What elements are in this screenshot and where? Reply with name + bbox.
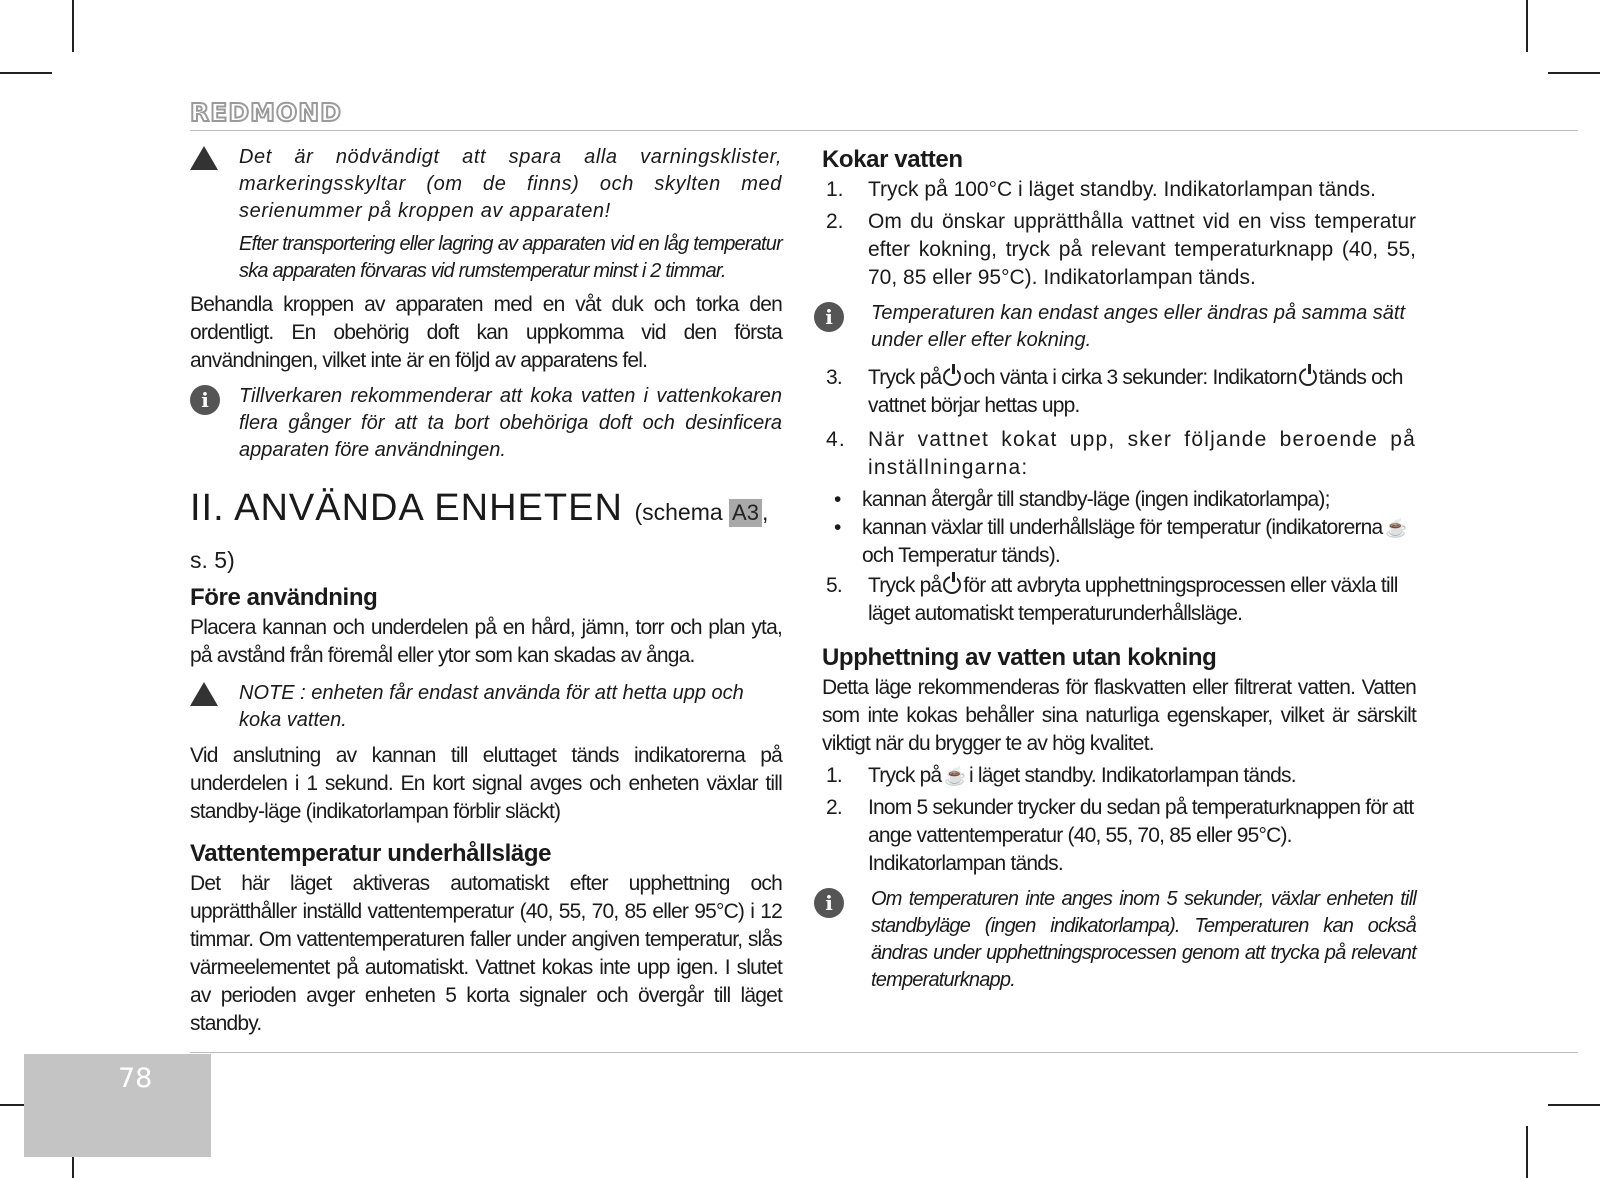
bullet-text: kannan växlar till underhållsläge för temperatur (indikatorerna xyxy=(862,516,1383,539)
list-item xyxy=(822,794,1416,878)
info-text: Om temperaturen inte anges inom 5 sekunder, växlar enheten till standbyläge (ingen indikatorlampa). Temperaturen kan också ändras under upphettningsprocessen genom att trycka på relevant temperaturknapp. xyxy=(871,888,1416,991)
paragraph: Placera kannan och underdelen på en hård, jämn, torr och plan yta, på avstånd från föremål eller ytor som kan skadas av ånga. xyxy=(190,616,782,667)
steps-list xyxy=(822,364,1416,482)
bullet-text: och Temperatur tänds). xyxy=(862,544,1060,567)
crop-mark xyxy=(1526,1126,1528,1178)
power-icon xyxy=(1299,368,1317,386)
footer-rule xyxy=(190,1052,1578,1053)
step-number: 3. xyxy=(826,366,842,389)
bullet: • xyxy=(834,488,841,511)
power-icon xyxy=(943,368,961,386)
info-note xyxy=(190,383,782,464)
steps-list xyxy=(822,572,1416,628)
list-item xyxy=(822,486,1416,514)
step-text: tänds och vattnet börjar hettas upp. xyxy=(868,366,1403,417)
cup-icon: ☕ xyxy=(944,766,966,786)
step-text: Tryck på xyxy=(868,574,942,597)
paragraph: Vid anslutning av kannan till eluttaget tänds indikatorerna på underdelen i 1 sekund. En kort signal avges och enheten växlar till standby-läge (indikatorlampan förblir släckt) xyxy=(190,744,782,823)
step-text: för att avbryta upphettningsprocessen eller växla till läget automatiskt temperaturunderhållsläge. xyxy=(868,574,1398,625)
list-item xyxy=(822,364,1416,420)
subheading: Före användning xyxy=(190,584,378,611)
bullet-list xyxy=(822,486,1416,570)
step-number: 5. xyxy=(826,574,842,597)
info-icon: i xyxy=(190,385,220,415)
bullet: • xyxy=(834,516,841,539)
info-text: Tillverkaren rekommenderar att koka vatten i vattenkokaren flera gånger för att ta bort obehöriga doft och desinficera apparaten före användningen. xyxy=(239,385,782,461)
warning-text: Det är nödvändigt att spara alla varningsklister, markeringsskyltar (om de finns) och skylten med serienummer på kroppen av apparaten! xyxy=(239,146,782,222)
bullet-text: kannan återgår till standby-läge (ingen indikatorlampa); xyxy=(862,488,1330,511)
list-item xyxy=(822,762,1416,790)
warning-triangle-icon xyxy=(190,682,218,706)
section-ref-suffix: , s. 5) xyxy=(190,499,769,573)
list-item xyxy=(822,572,1416,628)
step-text: Inom 5 sekunder trycker du sedan på temperaturknappen för att ange vattentemperatur (40, 55, 70, 85 eller 95°C). Indikatorlampan tänds. xyxy=(868,796,1414,875)
warning-note xyxy=(190,144,782,285)
crop-mark xyxy=(1548,1104,1600,1106)
paragraph: Det här läget aktiveras automatiskt efter upphettning och upprätthåller inställd vattentemperatur (40, 55, 70, 85 eller 95°C) i 12 timmar. Om vattentemperaturen faller under angiven temperatur, slås värmeelementet på automatiskt. Vattnet kokas inte upp igen. I slutet av perioden avger enheten 5 korta signaler och övergår till läget standby. xyxy=(190,872,782,1035)
right-column xyxy=(822,144,1416,994)
steps-list xyxy=(822,176,1416,292)
schema-badge: A3 xyxy=(729,499,762,527)
paragraph: Behandla kroppen av apparaten med en våt duk och torka den ordentligt. En obehörig doft kan uppkomma vid den första användningen, vilket inte är en följd av apparatens fel. xyxy=(190,293,782,372)
crop-mark xyxy=(1548,72,1600,74)
page-number: 78 xyxy=(118,1063,153,1094)
subheading: Kokar vatten xyxy=(822,146,963,173)
brand-logo: REDMOND xyxy=(190,98,342,127)
step-text: och vänta i cirka 3 sekunder: Indikatorn xyxy=(963,366,1297,389)
steps-list xyxy=(822,762,1416,878)
step-text: När vattnet kokat upp, sker följande beroende på inställningarna: xyxy=(868,428,1416,479)
step-number: 2. xyxy=(826,796,842,819)
section-ref-prefix: (schema xyxy=(634,499,723,525)
list-item xyxy=(822,514,1416,570)
info-icon: i xyxy=(814,888,844,918)
crop-mark xyxy=(0,72,52,74)
power-icon xyxy=(943,576,961,594)
crop-mark xyxy=(1526,0,1528,52)
step-text: Tryck på 100°C i läget standby. Indikatorlampan tänds. xyxy=(868,178,1376,201)
section-title-text: II. ANVÄNDA ENHETEN xyxy=(190,487,623,529)
paragraph: Detta läge rekommenderas för flaskvatten eller filtrerat vatten. Vatten som inte kokas behåller sina naturliga egenskaper, vilket är särskilt viktigt när du brygger te av hög kvalitet. xyxy=(822,676,1416,755)
step-text: Tryck på xyxy=(868,366,942,389)
step-number: 1. xyxy=(826,764,842,787)
step-text: Om du önskar upprätthålla vattnet vid en viss temperatur efter kokning, tryck på relevant temperaturknapp (40, 55, 70, 85 eller 95°C). Indikatorlampan tänds. xyxy=(868,210,1416,289)
info-note xyxy=(822,300,1416,354)
info-icon: i xyxy=(814,302,844,332)
subheading: Upphettning av vatten utan kokning xyxy=(822,644,1217,671)
step-number: 2. xyxy=(826,210,844,233)
section-title xyxy=(190,486,782,582)
left-column xyxy=(190,144,782,1038)
step-text: i läget standby. Indikatorlampan tänds. xyxy=(968,764,1296,787)
warning-note xyxy=(190,680,782,734)
crop-mark xyxy=(72,0,74,52)
list-item xyxy=(822,208,1416,292)
cup-icon: ☕ xyxy=(1385,518,1408,538)
warning-text: Efter transportering eller lagring av apparaten vid en låg temperatur ska apparaten förvaras vid rumstemperatur minst i 2 timmar. xyxy=(239,233,782,282)
info-note xyxy=(822,886,1416,994)
info-text: Temperaturen kan endast anges eller ändras på samma sätt under eller efter kokning. xyxy=(871,302,1406,351)
header-rule xyxy=(190,130,1578,131)
step-number: 1. xyxy=(826,178,844,201)
warning-text: NOTE : enheten får endast använda för att hetta upp och koka vatten. xyxy=(239,682,744,731)
step-number: 4. xyxy=(826,428,846,451)
list-item xyxy=(822,176,1416,204)
warning-triangle-icon xyxy=(190,146,218,170)
list-item xyxy=(822,426,1416,482)
step-text: Tryck på xyxy=(868,764,942,787)
subheading: Vattentemperatur underhållsläge xyxy=(190,840,552,867)
